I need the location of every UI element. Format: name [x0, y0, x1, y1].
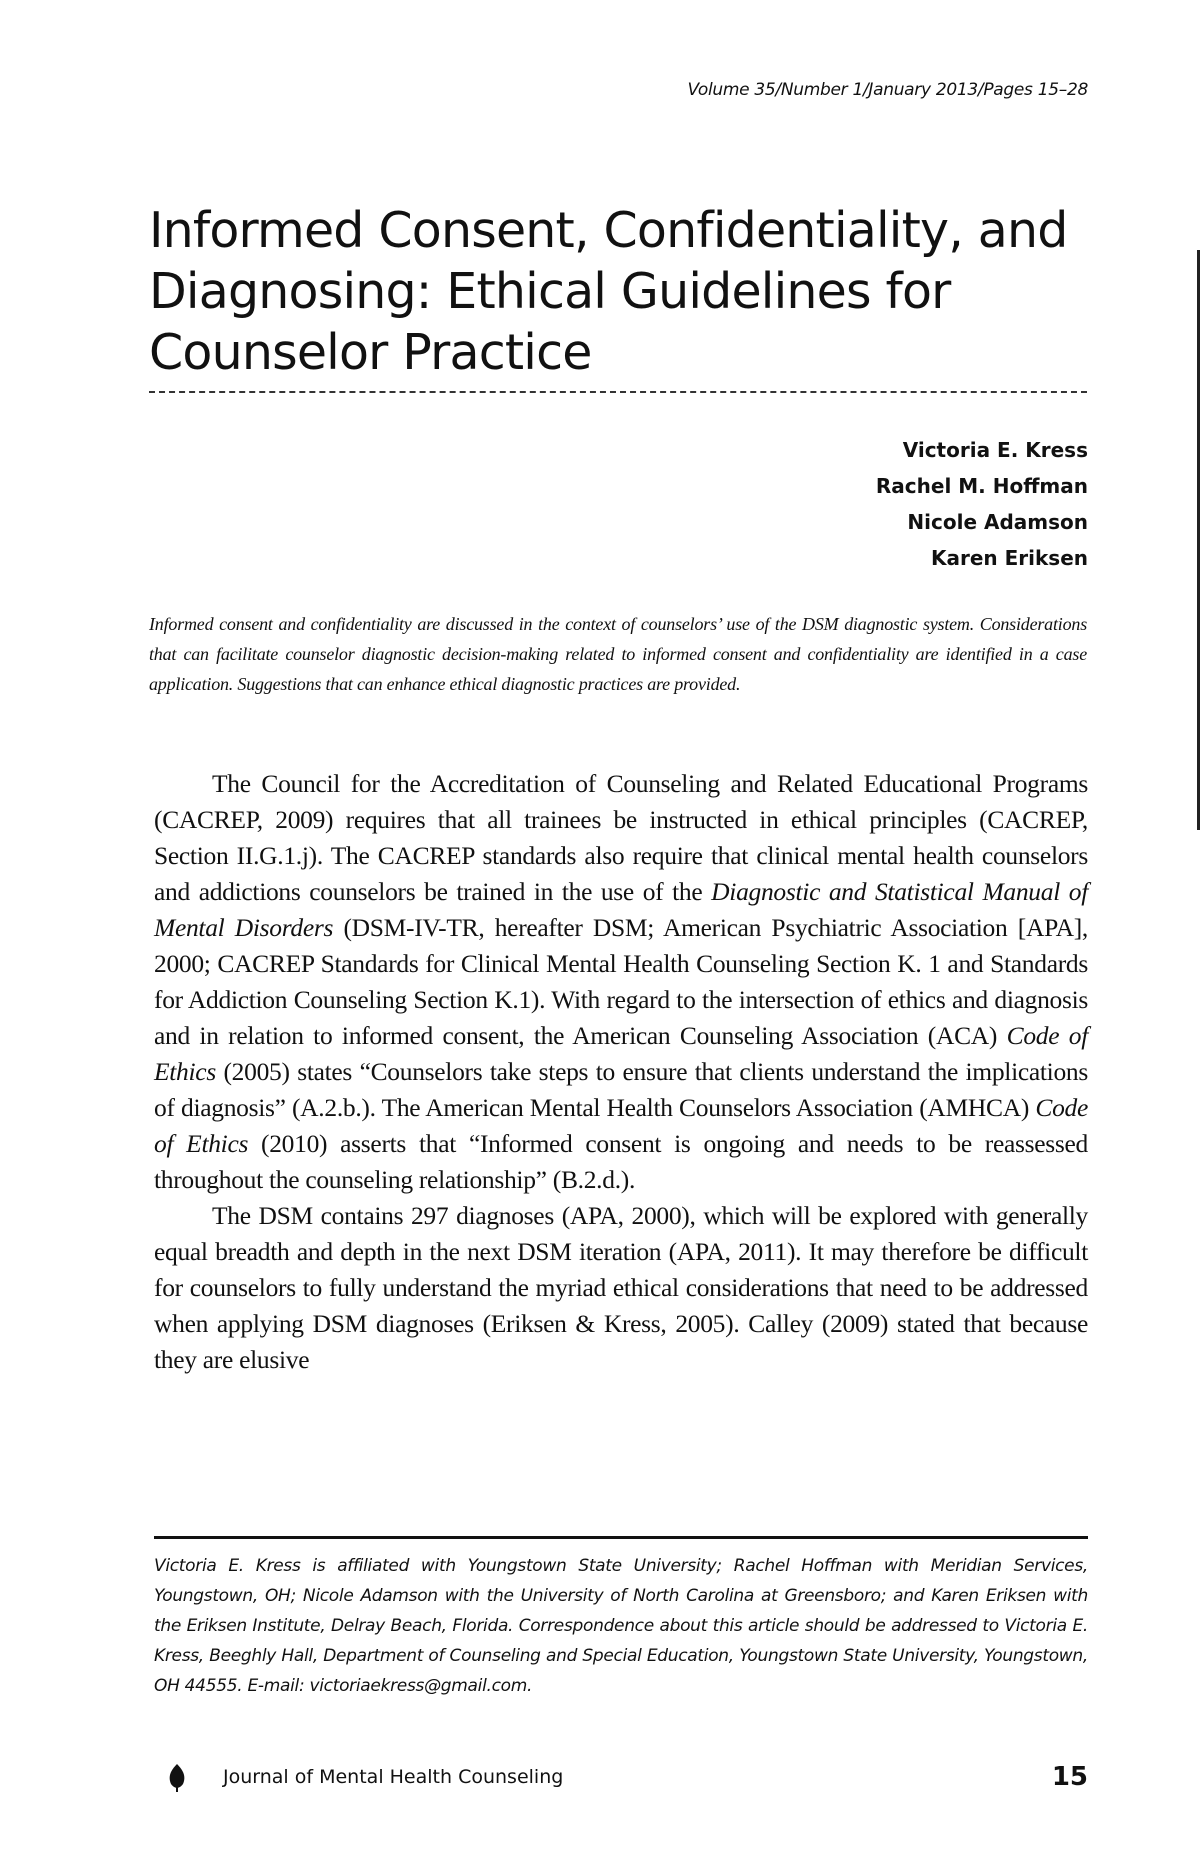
footnote-divider: [154, 1536, 1088, 1539]
author-list: [876, 432, 1088, 576]
title-line-2: Diagnosing: Ethical Guidelines for: [149, 263, 951, 320]
leaf-icon: [168, 1764, 186, 1792]
p1-text-d: (2010) asserts that “Informed consent is ongoing and needs to be reassessed throughout the counseling relationship” (B.2.d.).: [154, 1129, 1088, 1194]
title-divider: [149, 391, 1087, 393]
abstract: Informed consent and confidentiality are discussed in the context of counselors’ use of the DSM diagnostic system. Considerations that can facilitate counselor diagnostic decision-making related to informed consent and confidentiality are identified in a case application. Suggestions that can enhance ethical diagnostic practices are provided.: [149, 614, 1087, 694]
page-footer: [168, 1758, 1088, 1798]
author-4: Karen Eriksen: [930, 546, 1088, 570]
paragraph-1: [154, 766, 1088, 1198]
journal-name: Journal of Mental Health Counseling: [223, 1766, 564, 1788]
p1-italic-aca-code: Code of Ethics: [154, 1021, 1088, 1086]
paragraph-2: The DSM contains 297 diagnoses (APA, 2000), which will be explored with generally equal breadth and depth in the next DSM iteration (APA, 2011). It may therefore be difficult for counselors to fully understand the myriad ethical considerations that need to be addressed when applying DSM diagnoses (Eriksen & Kress, 2005). Calley (2009) stated that because they are elusive: [154, 1201, 1088, 1374]
title-line-1: Informed Consent, Confidentiality, and: [149, 202, 1068, 259]
article-title: [149, 200, 1089, 383]
p1-italic-manual-title: Diagnostic and Statistical Manual of Mental Disorders: [154, 877, 1088, 942]
journal-citation-header: Volume 35/Number 1/January 2013/Pages 15–28: [687, 80, 1088, 100]
author-affiliation-footnote: Victoria E. Kress is affiliated with Youngstown State University; Rachel Hoffman with Meridian Services, Youngstown, OH; Nicole Adamson with the University of North Carolina at Greensboro; and Karen Eriksen with the Eriksen Institute, Delray Beach, Florida. Correspondence about this article should be addressed to Victoria E. Kress, Beeghly Hall, Department of Counseling and Special Education, Youngstown State University, Youngstown, OH 44555. E-mail: victoriaekress@gmail.com.: [154, 1556, 1088, 1696]
p1-italic-amhca-code: Code of Ethics: [154, 1093, 1088, 1158]
author-1: Victoria E. Kress: [902, 438, 1088, 462]
p1-text-c: (2005) states “Counselors take steps to ensure that clients understand the implications of diagnosis” (A.2.b.). The American Mental Health Counselors Association (AMHCA): [154, 1057, 1088, 1122]
page-number: 15: [1051, 1762, 1088, 1792]
p1-text-b: (DSM-IV-TR, hereafter DSM; American Psychiatric Association [APA], 2000; CACREP Standards for Clinical Mental Health Counseling Section K. 1 and Standards for Addiction Counseling Section K.1). With regard to the intersection of ethics and diagnosis and in relation to informed consent, the American Counseling Association (ACA): [154, 913, 1088, 1050]
title-line-3: Counselor Practice: [149, 324, 592, 381]
p1-text-a: The Council for the Accreditation of Counseling and Related Educational Programs (CACREP, 2009) requires that all trainees be instructed in ethical principles (CACREP, Section II.G.1.j). The CACREP standards also require that clinical mental health counselors and addictions counselors be trained in the use of the: [154, 769, 1088, 906]
author-3: Nicole Adamson: [907, 510, 1088, 534]
body-text: [154, 766, 1088, 1378]
author-2: Rachel M. Hoffman: [875, 474, 1088, 498]
